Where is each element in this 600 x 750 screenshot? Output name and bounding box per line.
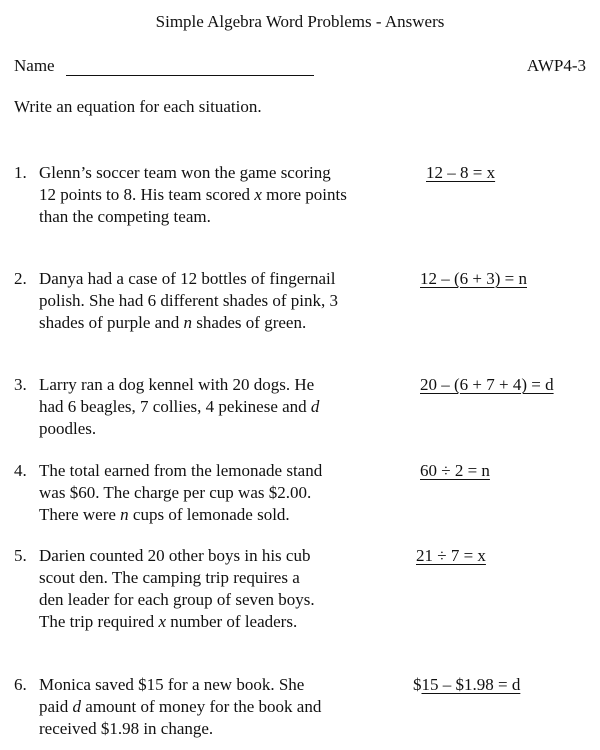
worksheet-code: AWP4-3 (526, 56, 586, 75)
problem-number: 3. (14, 375, 27, 394)
answer-equation: 21 ÷ 7 = x (416, 546, 486, 565)
problem-text-line: Glenn’s soccer team won the game scoring (39, 163, 331, 182)
problem-number: 5. (14, 546, 27, 565)
variable: n (120, 505, 129, 524)
answer-equation: $15 – $1.98 = d (413, 675, 521, 694)
name-blank-line (66, 75, 314, 76)
problem-text (39, 674, 409, 740)
problem-number: 6. (14, 675, 27, 694)
variable: x (254, 185, 262, 204)
variable: x (158, 612, 166, 631)
problem-text-line: Danya had a case of 12 bottles of fingernail (39, 269, 336, 288)
problem-text-line: paid d amount of money for the book and (39, 697, 322, 716)
problem-text-line: shades of purple and n shades of green. (39, 313, 307, 332)
instructions: Write an equation for each situation. (14, 97, 262, 116)
problem-text-line: poodles. (39, 419, 97, 438)
problem-text (39, 374, 409, 440)
problem-number: 4. (14, 461, 27, 480)
name-row (14, 56, 586, 80)
problem-text-line: Monica saved $15 for a new book. She (39, 675, 305, 694)
answer-equation: 12 – (6 + 3) = n (420, 269, 527, 288)
problem-text-line: There were n cups of lemonade sold. (39, 505, 290, 524)
problem-text-line: Larry ran a dog kennel with 20 dogs. He (39, 375, 315, 394)
problem-text (39, 460, 409, 526)
problem-text-line: was $60. The charge per cup was $2.00. (39, 483, 312, 502)
problem-text (39, 162, 409, 228)
problem-text-line: than the competing team. (39, 207, 211, 226)
problem-number: 1. (14, 163, 27, 182)
name-label: Name (14, 56, 55, 75)
variable: n (183, 313, 192, 332)
answer-equation: 60 ÷ 2 = n (420, 461, 490, 480)
problem-text-line: 12 points to 8. His team scored x more points (39, 185, 347, 204)
variable: d (72, 697, 82, 716)
problem-text (39, 545, 409, 633)
answer-equation: 12 – 8 = x (426, 163, 496, 182)
answer-equation: 20 – (6 + 7 + 4) = d (420, 375, 554, 394)
problem-number: 2. (14, 269, 27, 288)
problem-text (39, 268, 409, 334)
problem-text-line: The trip required x number of leaders. (39, 612, 298, 631)
problem-text-line: Darien counted 20 other boys in his cub (39, 546, 311, 565)
problem-text-line: received $1.98 in change. (39, 719, 214, 738)
problem-text-line: had 6 beagles, 7 collies, 4 pekinese and d (39, 397, 320, 416)
problem-text-line: scout den. The camping trip requires a (39, 568, 300, 587)
variable: d (310, 397, 320, 416)
worksheet-title: Simple Algebra Word Problems - Answers (155, 12, 445, 31)
problem-text-line: The total earned from the lemonade stand (39, 461, 323, 480)
problem-text-line: polish. She had 6 different shades of pink, 3 (39, 291, 339, 310)
problem-text-line: den leader for each group of seven boys. (39, 590, 315, 609)
